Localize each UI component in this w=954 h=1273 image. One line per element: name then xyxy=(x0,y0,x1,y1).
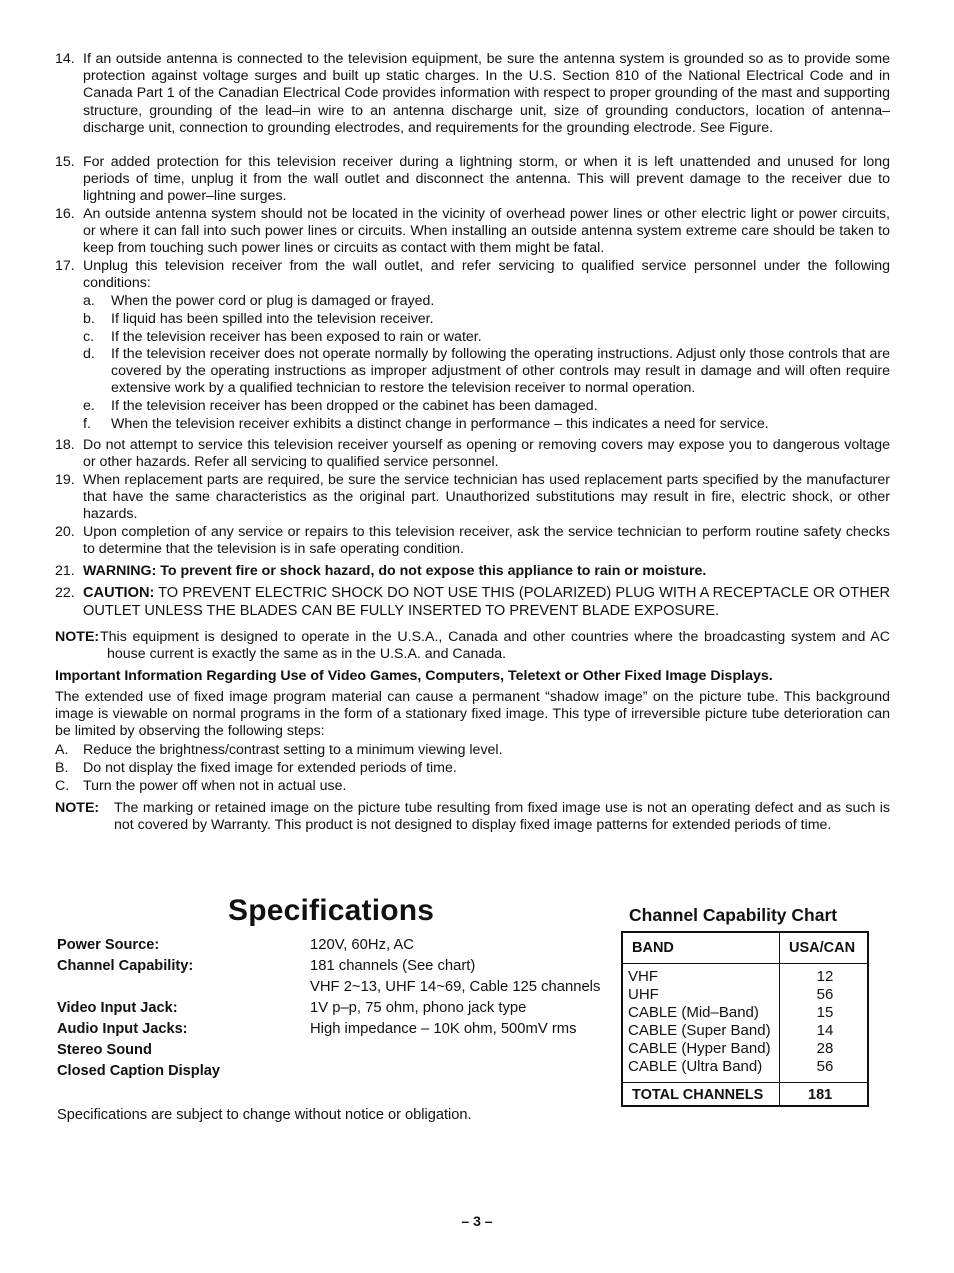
safety-item-15 xyxy=(55,154,890,206)
safety-item-18 xyxy=(55,437,890,471)
spec-label-video: Video Input Jack: xyxy=(57,1000,178,1016)
condition-d xyxy=(83,346,890,398)
spec-label-stereo: Stereo Sound xyxy=(57,1042,152,1058)
page-number: – 3 – xyxy=(461,1213,493,1229)
channel-chart-title: Channel Capability Chart xyxy=(629,905,838,925)
safety-item-20 xyxy=(55,524,890,558)
band-vhf: VHF xyxy=(628,968,658,985)
condition-c xyxy=(83,329,890,346)
step-letter: A. xyxy=(55,742,69,758)
sub-letter: a. xyxy=(83,293,95,309)
value-cable-ultra: 56 xyxy=(816,1058,834,1075)
band-cable-mid: CABLE (Mid–Band) xyxy=(628,1004,759,1021)
value-uhf: 56 xyxy=(816,986,834,1003)
safety-item-21-warning xyxy=(55,563,890,580)
sub-text: If liquid has been spilled into the television receiver. xyxy=(111,311,434,327)
caution-text: TO PREVENT ELECTRIC SHOCK DO NOT USE THIS (POLARIZED) PLUG WITH A RECEPTACLE OR OTHER OUTLET UNLESS THE BLADES CAN BE FULLY INSERTED TO PREVENT BLADE EXPOSURE. xyxy=(83,585,891,619)
spec-label-power: Power Source: xyxy=(57,937,160,953)
specifications-title: Specifications xyxy=(228,894,435,927)
sub-text: If the television receiver does not operate normally by following the operating instructions. Adjust only those controls that are covered by the operating instructions as improper adjustment of other controls may result in damage and will often require extensive work by a qualified technician to restore the television receiver to normal operation. xyxy=(111,346,890,397)
item-number: 19. xyxy=(55,472,75,488)
step-a xyxy=(55,742,890,759)
spec-label-caption: Closed Caption Display xyxy=(57,1063,220,1079)
note-text: This equipment is designed to operate in the U.S.A., Canada and other countries where the broadcasting system and AC house current is exactly the same as in the U.S.A. and Canada. xyxy=(100,629,890,663)
item-number: 17. xyxy=(55,258,75,274)
spec-value-audio: High impedance – 10K ohm, 500mV rms xyxy=(310,1021,577,1037)
total-label: TOTAL CHANNELS xyxy=(632,1087,764,1103)
condition-f xyxy=(83,416,890,433)
safety-item-19 xyxy=(55,472,890,524)
spec-value-video: 1V p–p, 75 ohm, phono jack type xyxy=(310,1000,527,1016)
sub-text: When the power cord or plug is damaged or frayed. xyxy=(111,293,435,309)
item-text: For added protection for this television receiver during a lightning storm, or when it is left unattended and unused for long periods of time, unplug it from the wall outlet and disconnect the antenna. This will prevent damage to the receiver due to lightning and power–line surges. xyxy=(83,154,890,205)
table-column-divider xyxy=(779,933,780,1105)
item-number: 20. xyxy=(55,524,75,540)
condition-e xyxy=(83,398,890,415)
sub-text: When the television receiver exhibits a distinct change in performance – this indicates a need for service. xyxy=(111,416,769,432)
item-number: 21. xyxy=(55,563,75,579)
important-text: The extended use of fixed image program material can cause a permanent “shadow image” on the picture tube. This background image is viewable on normal programs in the form of a stationary fixed image. This type of irreversible picture tube deterioration can be limited by observing the following steps: xyxy=(55,689,890,740)
band-cable-ultra: CABLE (Ultra Band) xyxy=(628,1058,763,1075)
spec-value-power: 120V, 60Hz, AC xyxy=(310,937,414,953)
value-cable-super: 14 xyxy=(816,1022,834,1039)
safety-item-22-caution xyxy=(55,585,890,620)
value-cable-mid: 15 xyxy=(816,1004,834,1021)
item-text: An outside antenna system should not be located in the vicinity of overhead power lines or other electric light or power circuits, or where it can fall into such power lines or circuits. When installing an outside antenna system extreme care should be taken to keep from touching such power lines or circuits as contact with them might be fatal. xyxy=(83,206,890,257)
step-letter: C. xyxy=(55,778,70,794)
step-text: Reduce the brightness/contrast setting to a minimum viewing level. xyxy=(83,742,503,758)
sub-text: If the television receiver has been exposed to rain or water. xyxy=(111,329,482,345)
step-text: Do not display the fixed image for extended periods of time. xyxy=(83,760,457,776)
total-divider xyxy=(623,1082,867,1083)
step-letter: B. xyxy=(55,760,69,776)
safety-item-17 xyxy=(55,258,890,292)
note-label: NOTE: xyxy=(55,629,100,645)
sub-letter: b. xyxy=(83,311,95,327)
condition-b xyxy=(83,311,890,328)
item-text: If an outside antenna is connected to the television equipment, be sure the antenna system is grounded so as to provide some protection against voltage surges and built up static charges. In the U.S. Section 810 of the National Electrical Code and in Canada Part 1 of the Canadian Electrical Code provides information with respect to proper grounding of the mast and supporting structure, grounding of the lead–in wire to an antenna discharge unit, size of grounding conductors, location of antenna–discharge unit, connection to grounding electrodes, and requirements for the grounding electrode. See Figure. xyxy=(83,51,890,136)
item-number: 18. xyxy=(55,437,75,453)
spec-value-channel: 181 channels (See chart) xyxy=(310,958,476,974)
spec-label-audio: Audio Input Jacks: xyxy=(57,1021,188,1037)
channel-capability-table xyxy=(621,931,869,1107)
band-cable-super: CABLE (Super Band) xyxy=(628,1022,771,1039)
spec-value-channel-detail: VHF 2~13, UHF 14~69, Cable 125 channels xyxy=(310,979,601,995)
item-number: 22. xyxy=(55,585,75,601)
item-text: Unplug this television receiver from the wall outlet, and refer servicing to qualified service personnel under the following conditions: xyxy=(83,258,890,292)
sub-text: If the television receiver has been dropped or the cabinet has been damaged. xyxy=(111,398,598,414)
value-vhf: 12 xyxy=(816,968,834,985)
band-cable-hyper: CABLE (Hyper Band) xyxy=(628,1040,771,1057)
step-text: Turn the power off when not in actual use. xyxy=(83,778,347,794)
step-c xyxy=(55,778,890,795)
item-text: Upon completion of any service or repairs to this television receiver, ask the service technician to perform routine safety checks to determine that the television is in safe operating condition. xyxy=(83,524,890,558)
safety-item-16 xyxy=(55,206,890,258)
total-value: 181 xyxy=(808,1087,833,1103)
header-divider xyxy=(623,963,867,964)
note-fixed-image xyxy=(55,800,890,834)
band-uhf: UHF xyxy=(628,986,659,1003)
caution-label: CAUTION: xyxy=(83,585,155,601)
sub-letter: e. xyxy=(83,398,95,414)
item-text: Do not attempt to service this television receiver yourself as opening or removing covers may expose you to dangerous voltage or other hazards. Refer all servicing to qualified service personnel. xyxy=(83,437,890,471)
item-text: When replacement parts are required, be sure the service technician has used replacement parts specified by the manufacturer that have the same characteristics as the original part. Unauthorized substitutions may result in fire, electric shock, or other hazards. xyxy=(83,472,890,523)
note-broadcast xyxy=(55,629,890,663)
step-b xyxy=(55,760,890,777)
note-label: NOTE: xyxy=(55,800,100,816)
header-region: USA/CAN xyxy=(789,940,856,956)
sub-letter: f. xyxy=(83,416,91,432)
warning-text: WARNING: To prevent fire or shock hazard, do not expose this appliance to rain or moisture. xyxy=(83,563,707,579)
spec-label-channel: Channel Capability: xyxy=(57,958,194,974)
safety-item-14 xyxy=(55,51,890,137)
header-band: BAND xyxy=(632,940,674,956)
item-number: 14. xyxy=(55,51,75,67)
value-cable-hyper: 28 xyxy=(816,1040,834,1057)
caution-paragraph xyxy=(83,585,890,620)
item-number: 16. xyxy=(55,206,75,222)
important-heading: Important Information Regarding Use of Video Games, Computers, Teletext or Other Fixed Image Displays. xyxy=(55,668,773,684)
note-text: The marking or retained image on the picture tube resulting from fixed image use is not an operating defect and as such is not covered by Warranty. This product is not designed to display fixed image patterns for extended periods of time. xyxy=(114,800,890,834)
sub-letter: c. xyxy=(83,329,95,345)
condition-a xyxy=(83,293,890,310)
item-number: 15. xyxy=(55,154,75,170)
spec-footnote: Specifications are subject to change without notice or obligation. xyxy=(57,1107,472,1123)
sub-letter: d. xyxy=(83,346,95,362)
